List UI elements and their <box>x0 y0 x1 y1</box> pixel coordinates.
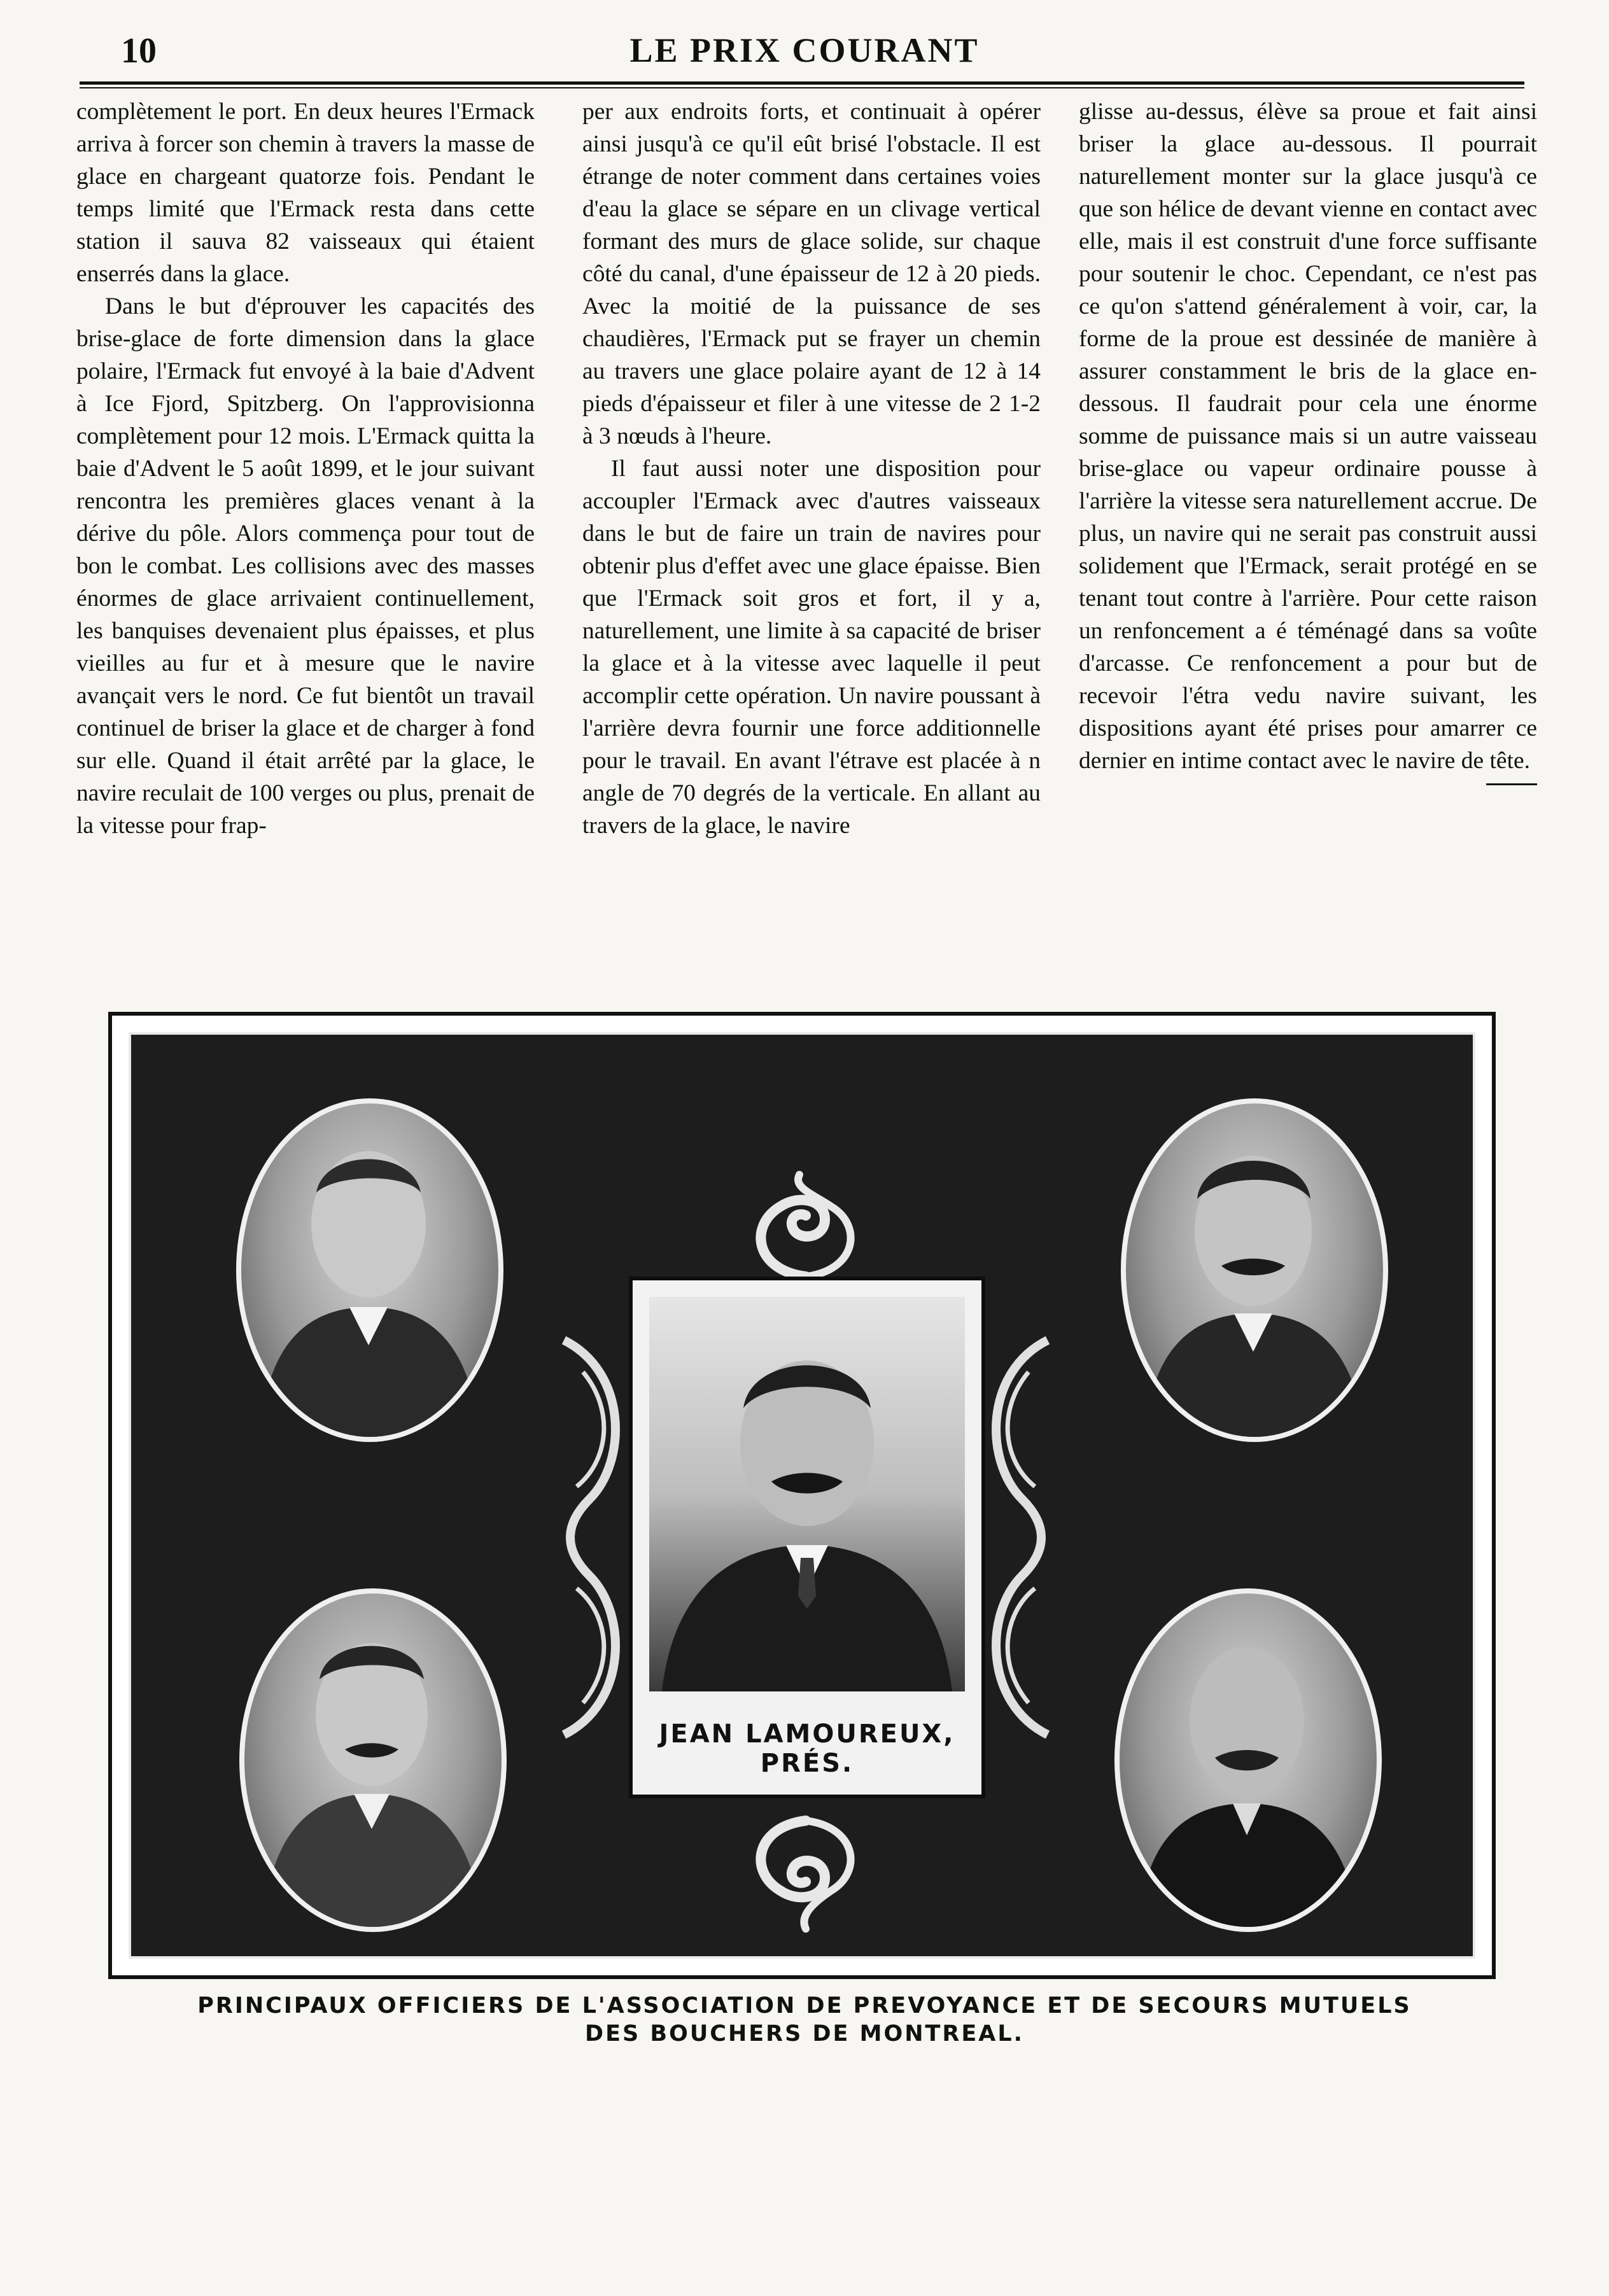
paragraph: complètement le port. En deux heures l'Ermack arriva à forcer son chemin à travers la masse de glace en chargeant quatorze fois. Pendant le temps limité que l'Ermack resta dans cette station il sauva 82 vaisseaux qui étaient enserrés dans la glace. <box>76 99 535 287</box>
photo-panel-background <box>129 1032 1475 1959</box>
article-column-1 <box>76 95 535 999</box>
caption-line-1: PRINCIPAUX OFFICIERS DE L'ASSOCIATION DE PREVOYANCE ET DE SECOURS MUTUELS <box>197 1993 1412 2019</box>
portrait-top-right <box>1121 1098 1388 1442</box>
ornament-bottom-icon <box>729 1814 882 1935</box>
caption-line-2: DES BOUCHERS DE MONTREAL. <box>585 2021 1024 2047</box>
paragraph: Il faut aussi noter une disposition pour accoupler l'Ermack avec d'autres vaisseaux dans le but de faire un train de navires pour obtenir plus d'effet avec une glace épaisse. Bien que l'Ermack soit gros et fort, il y a, naturellement, une limite à sa capacité de briser la glace et à la vitesse avec laquelle il peut accomplir cette opération. Un navire poussant à l'arrière devra fournir une force additionnelle pour le travail. En avant l'étrave est placée à n angle de 70 degrés de la verticale. En allant au travers de la glace, le navire <box>582 456 1041 839</box>
page-header <box>0 25 1609 76</box>
paragraph: per aux endroits forts, et continuait à opérer ainsi jusqu'à ce qu'il eût brisé l'obstacle. Il est étrange de noter comment dans certaines voies d'eau la glace se sépare en un clivage vertical formant des murs de glace solide, sur chaque côté du canal, d'une épaisseur de 12 à 20 pieds. Avec la moitié de la puissance de ses chaudières, l'Ermack put se frayer un chemin au travers une glace polaire ayant de 12 à 14 pieds d'épaisseur et filer à une vitesse de 2 1-2 à 3 nœuds à l'heure. <box>582 99 1041 449</box>
portrait-president <box>649 1297 965 1691</box>
article-column-3 <box>1079 95 1537 999</box>
portrait-president-frame <box>629 1277 985 1798</box>
officers-photo-panel <box>108 1012 1496 1979</box>
portrait-top-left <box>236 1098 503 1442</box>
figure-caption <box>0 1992 1609 2048</box>
article-column-2 <box>582 95 1041 999</box>
header-rule <box>80 81 1524 85</box>
portrait-figure-icon <box>244 1593 502 1927</box>
ornament-top-icon <box>729 1168 882 1283</box>
page-number: 10 <box>121 31 157 71</box>
portrait-figure-icon <box>1126 1103 1383 1437</box>
end-of-article-dash <box>1486 783 1537 785</box>
portrait-figure-icon <box>1120 1593 1377 1927</box>
ornament-left-icon <box>551 1334 640 1741</box>
header-rule-thin <box>80 87 1524 88</box>
portrait-bottom-left <box>239 1588 507 1932</box>
portrait-bottom-right <box>1114 1588 1382 1932</box>
portrait-figure-icon <box>649 1297 965 1691</box>
president-name-label: JEAN LAMOUREUX, PRÉS. <box>659 1719 955 1778</box>
paragraph: glisse au-dessus, élève sa proue et fait ainsi briser la glace au-dessous. Il pourrait naturellement monter sur la glace jusqu'à ce que son hélice de devant vienne en contact avec elle, mais il est construit d'une force suffisante pour soutenir le choc. Cependant, ce n'est pas ce qu'on s'attend généralement à voir, car, la forme de la proue est dessinée de manière à assurer constamment le bris de la glace en-dessous. Il faudrait pour cela une énorme somme de puissance mais si un autre vaisseau brise-glace ou vapeur ordinaire pousse à l'arrière la vitesse sera naturellement accrue. De plus, un navire qui ne serait pas construit aussi solidement que l'Ermack, serait protégé en se tenant tout contre à l'arrière. Pour cette raison un renfoncement a é téménagé dans sa voûte d'arcasse. Ce renfoncement a pour but de recevoir l'étra vedu navire suivant, les dispositions ayant été prises pour amarrer ce dernier en intime contact avec le navire de tête. <box>1079 99 1537 774</box>
paragraph: Dans le but d'éprouver les capacités des brise-glace de forte dimension dans la glace polaire, l'Ermack fut envoyé à la baie d'Advent à Ice Fjord, Spitzberg. On l'approvisionna complètement pour 12 mois. L'Ermack quitta la baie d'Advent le 5 août 1899, et le jour suivant rencontra les premières glaces venant à la dérive du pôle. Alors commença pour tout de bon le combat. Les collisions avec des masses énormes de glace arrivaient continuellement, les banquises devenaient plus épaisses, et plus vieilles au fur et à mesure que le navire avançait vers le nord. Ce fut bientôt un travail continuel de briser la glace et de charger à fond sur elle. Quand il était arrêté par la glace, le navire reculait de 100 verges ou plus, prenait de la vitesse pour frap- <box>76 293 535 839</box>
portrait-figure-icon <box>241 1103 498 1437</box>
article-columns <box>76 95 1537 999</box>
running-title: LE PRIX COURANT <box>629 31 980 69</box>
